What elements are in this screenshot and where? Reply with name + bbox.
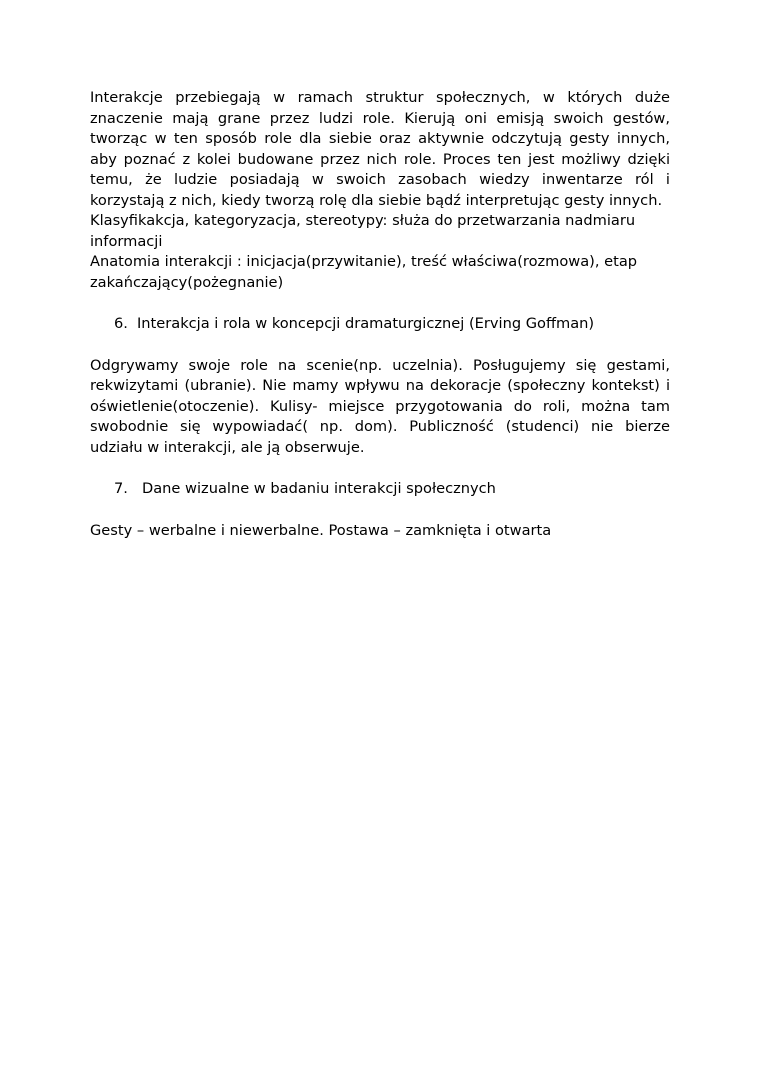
section-7-number: 7.	[114, 480, 128, 497]
section-7-title: Dane wizualne w badaniu interakcji społecznych	[142, 480, 496, 497]
spacer	[90, 335, 670, 356]
spacer	[90, 500, 670, 521]
intro-paragraph-roles: Interakcje przebiegają w ramach struktur społecznych, w których duże znaczenie mają grane przez ludzi role. Kierują oni emisją swoich gestów, tworząc w ten sposób role dla siebie oraz aktywnie odczytują gesty innych, aby poznać z kolei budowane przez nich role. Proces ten jest możliwy dzięki temu, że ludzie posiadają w swoich zasobach wiedzy inwentarze ról i korzystają z nich, kiedy tworzą rolę dla siebie bądź interpretując gesty innych.	[90, 89, 670, 209]
document-content	[90, 88, 670, 541]
section-6-body: Odgrywamy swoje role na scenie(np. uczelnia). Posługujemy się gestami, rekwizytami (ubranie). Nie mamy wpływu na dekoracje (społeczny kontekst) i oświetlenie(otoczenie). Kulisy- miejsce przygotowania do roli, można tam swobodnie się wypowiadać( np. dom). Publiczność (studenci) nie bierze udziału w interakcji, ale ją obserwuje.	[90, 356, 670, 456]
intro-paragraph-classification: Klasyfikakcja, kategoryzacja, stereotypy: służa do przetwarzania nadmiaru informacji	[90, 212, 636, 250]
spacer	[90, 458, 670, 479]
section-6-number: 6.	[114, 315, 128, 332]
section-7-body: Gesty – werbalne i niewerbalne. Postawa – zamknięta i otwarta	[90, 521, 552, 539]
section-6-title: Interakcja i rola w koncepcji dramaturgicznej (Erving Goffman)	[137, 315, 595, 332]
section-6-heading	[90, 314, 670, 335]
intro-paragraph-anatomy: Anatomia interakcji : inicjacja(przywitanie), treść właściwa(rozmowa), etap zakańczający(pożegnanie)	[90, 253, 638, 291]
spacer	[90, 293, 670, 314]
section-7-heading	[90, 479, 670, 500]
